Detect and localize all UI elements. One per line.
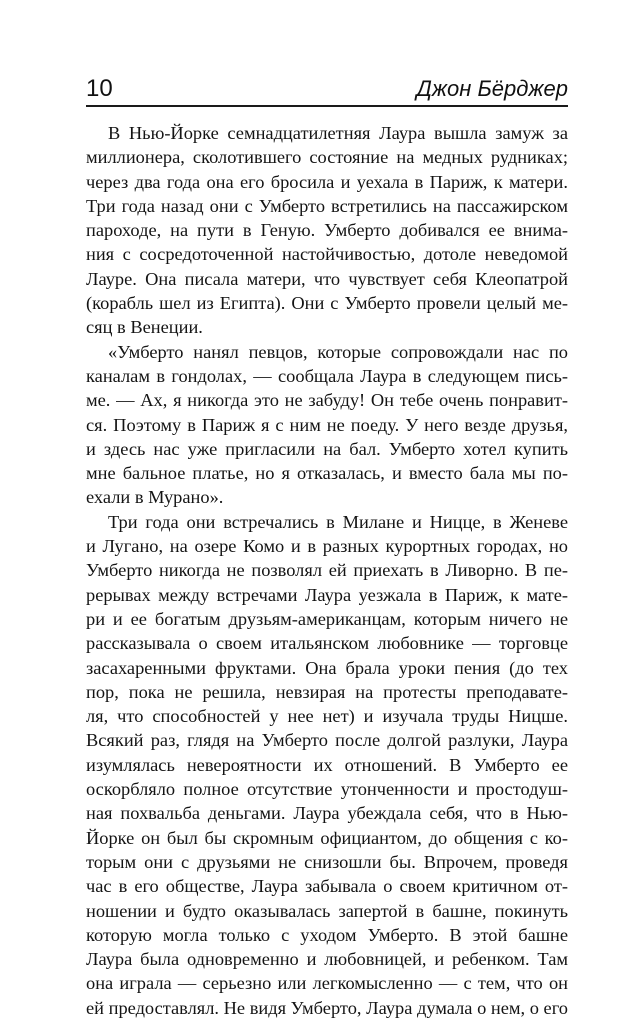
text-line: каналам в гондолах, — сообщала Лаура в следующем пись- [86,365,568,386]
text-line: пароходе, на пути в Геную. Умберто добивался ее внима- [86,220,568,241]
text-line: ния с сосредоточенной настойчивостью, дотоле неведомой [86,244,568,265]
text-line: ри и ее богатым друзьям-американцам, которым ничего не [86,608,568,629]
text-line: час в его обществе, Лаура забывала о своем критичном от- [86,876,568,897]
text-line: Лаура была одновременно и любовницей, и ребенком. Там [86,949,568,970]
text-line: Йорке он был бы скромным официантом, до общения с ко- [86,827,568,848]
running-title: Джон Бёрджер [416,76,568,101]
text-line: оскорбляло полное отсутствие утонченности и простодуш- [86,779,568,800]
text-line: Три года они встречались в Милане и Ницце, в Женеве [108,511,568,532]
text-line: пор, пока не решила, невзирая на протесты преподавате- [86,681,568,702]
text-line: (корабль шел из Египта). Они с Умберто провели целый ме- [86,293,568,314]
text-line: «Умберто нанял певцов, которые сопровождали нас по [108,341,568,362]
text-line: засахаренными фруктами. Она брала уроки пения (до тех [86,657,568,678]
text-line: сяц в Венеции. [86,317,203,338]
text-line: мне бальное платье, но я отказалась, и вместо бала мы по- [86,463,568,484]
body-text [86,121,568,1020]
text-line: Три года назад они с Умберто встретились на пассажирском [86,195,568,216]
text-line: которую могла только с уходом Умберто. В этой башне [86,924,568,945]
text-line: торым они с друзьями не снизошли бы. Впрочем, проведя [86,851,568,872]
text-line: ная похвальба деньгами. Лаура убеждала себя, что в Нью- [86,803,568,824]
text-line: ме. — Ах, я никогда это не забуду! Он тебе очень понравит- [86,390,568,411]
text-line: ехали в Мурано». [86,487,224,508]
text-line: В Нью-Йорке семнадцатилетняя Лаура вышла замуж за [108,123,568,143]
header-rule [86,105,568,107]
text-line: Всякий раз, глядя на Умберто после долгой разлуки, Лаура [86,730,568,751]
text-line: она играла — серьезно или легкомысленно — с тем, что он [86,973,568,994]
text-line: ля, что способностей у нее нет) и изучала труды Ницше. [86,706,568,727]
text-line: миллионера, сколотившего состояние на медных рудниках; [86,147,568,168]
text-line: Умберто никогда не позволял ей приехать в Ливорно. В пе- [86,560,568,581]
text-line: и здесь нас уже пригласили на бал. Умберто хотел купить [86,438,568,459]
text-line: изумлялась невероятности их отношений. В Умберто ее [86,754,568,775]
text-line: и Лугано, на озере Комо и в разных курортных городах, но [86,536,568,557]
text-line: ей предоставлял. Не видя Умберто, Лаура думала о нем, о его [86,997,568,1018]
text-line: рассказывала о своем итальянском любовнике — торговце [86,633,568,654]
text-line: ся. Поэтому в Париж я с ним не поеду. У него везде друзья, [86,414,568,435]
text-line: ношении и будто оказывалась запертой в башне, покинуть [86,900,568,921]
page-number: 10 [86,75,113,102]
text-line: через два года она его бросила и уехала в Париж, к матери. [86,171,568,192]
page-header [86,72,568,106]
text-line: Лауре. Она писала матери, что чувствует себя Клеопатрой [86,268,568,289]
text-line: рерывах между встречами Лаура уезжала в Париж, к мате- [86,584,568,605]
